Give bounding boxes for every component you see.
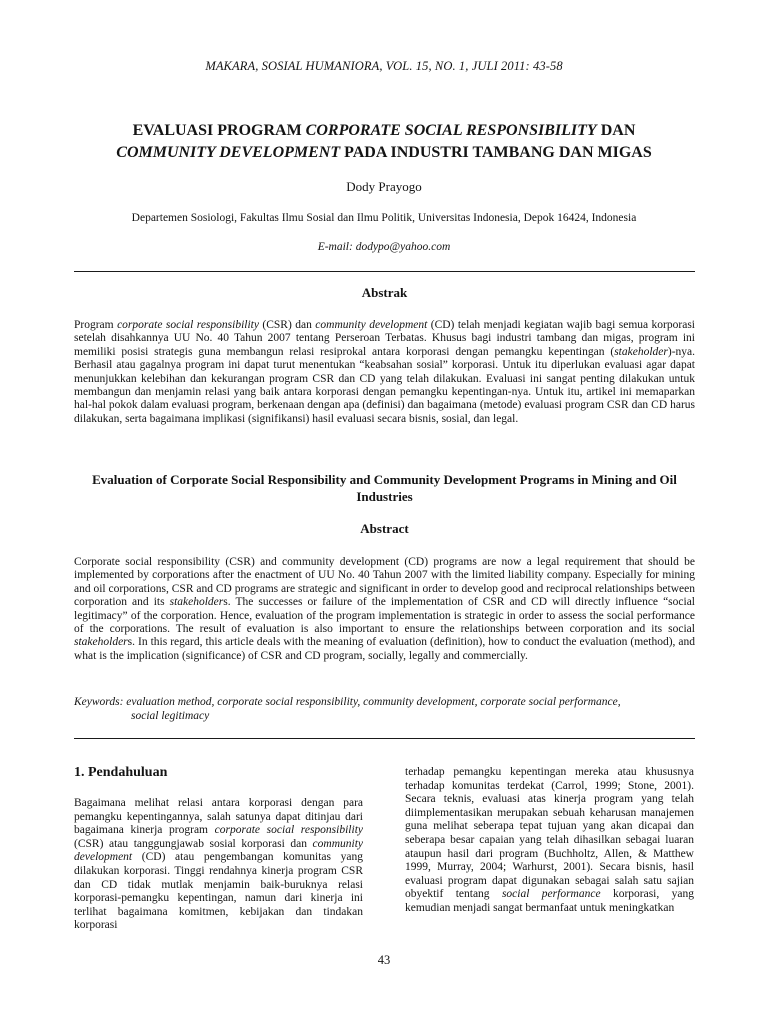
running-head: MAKARA, SOSIAL HUMANIORA, VOL. 15, NO. 1, JULI 2011: 43-58 — [205, 59, 563, 73]
abstrak-text: Program — [74, 319, 118, 331]
author-affiliation: Departemen Sosiologi, Fakultas Ilmu Sosial dan Ilmu Politik, Universitas Indonesia, Depok 16424, Indonesia — [131, 212, 637, 224]
body-text: terhadap pemangku kepentingan mereka atau khususnya terhadap komunitas terdekat (Carrol, 1999; Stone, 2001). Secara teknis, evaluasi atas kinerja program yang telah diimplementasikan merupakan sebuah keharusan manajemen guna melihat seberapa tepat tujuan yang akan dicapai dan seberapa besar capaian yang telah dihasilkan sebagai luaran ataupun hasil dari program (Buchholtz, Allen, & Matthew 1999, Murray, 2004; Warhurst, 2001). Secara bisnis, hasil evaluasi program dapat digunakan sebagai salah satu sajian obyektif tentang — [405, 766, 694, 901]
body-text: (CSR) atau tanggungjawab sosial korporasi dan — [74, 837, 313, 850]
keywords-line-2: social legitimacy — [131, 710, 210, 722]
page-number: 43 — [377, 953, 391, 967]
abstract-text: s. The successes or failure of the implementation of CSR and CD will directly influence “social legitimacy” of the corporation. Hence, evaluation of the program implementation is strategic in order to assess the social performance of the corporations. The result of evaluation is also important to ensure the relationships between corporation and its social — [74, 596, 695, 636]
title-part-2: DAN — [596, 122, 636, 139]
article-title — [60, 120, 708, 164]
body-column-right — [405, 766, 694, 916]
abstrak-body — [74, 319, 695, 426]
abstrak-term: stakeholder — [614, 345, 668, 358]
abstrak-text: )-nya. Berhasil atau gagalnya program ini dapat turut menentukan “keabsahan sosial” korporasi. Untuk itu diperlukan evaluasi agar dapat menunjukkan kelebihan dan kekurangan program CSR dan CD yang telah dilakukan. Evaluasi ini sangat penting dilakukan untuk membangun dan menjamin relasi yang baik antara korporasi dengan pemangku kepentingan-nya. Untuk itu, artikel ini memaparkan hal-hal pokok dalam evaluasi program, berkenaan dengan apa (definisi) dan bagaimana (metode) evaluasi program CSR dan CD harus dilakukan, serta bagaimana implikasi (signifikansi) hasil evaluasi secara bisnis, sosial, dan legal. — [74, 345, 695, 425]
abstract-heading: Abstract — [360, 521, 409, 536]
bottom-divider — [74, 738, 695, 739]
title-part-3: PADA INDUSTRI TAMBANG DAN MIGAS — [340, 144, 652, 161]
abstract-text: s. In this regard, this article deals with the meaning of evaluation (definition), how to conduct the evaluation (method), and what is the implication (significance) of CSR and CD program, socially, legally and commercially. — [74, 636, 695, 662]
body-text: korporasi, yang kemudian menjadi sangat bermanfaat untuk meningkatkan — [405, 888, 694, 914]
body-term: corporate social responsibility — [214, 824, 363, 837]
body-term: community development — [74, 837, 363, 864]
abstract-term: stakeholder — [169, 596, 224, 609]
english-title: Evaluation of Corporate Social Responsibility and Community Development Programs in Mining and Oil Industries — [92, 472, 677, 504]
abstract-text: Corporate social responsibility (CSR) and community development (CD) programs are now a legal requirement that should be implemented by corporations after the enactment of UU No. 40 Tahun 2007 with the limited liability company. Especially for mining and oil corporations, CSR and CD programs are strategic and significant in order to develop good and reciprocal relationships between corporation and its — [74, 556, 695, 609]
title-italic-1: CORPORATE SOCIAL RESPONSIBILITY — [305, 122, 597, 139]
keywords-label: Keywords: — [74, 696, 124, 708]
title-part-1: EVALUASI PROGRAM — [132, 122, 306, 139]
abstract-term: stakeholder — [74, 636, 128, 649]
keywords-line-1: evaluation method, corporate social responsibility, community development, corporate social performance, — [123, 696, 621, 708]
title-italic-2: COMMUNITY DEVELOPMENT — [116, 144, 341, 161]
abstrak-term: corporate social responsibility — [117, 319, 259, 331]
abstrak-term: community development — [315, 319, 428, 331]
top-divider — [74, 271, 695, 272]
body-text: (CD) atau pengembangan komunitas yang dilakukan korporasi. Tinggi rendahnya kinerja program CSR dan CD tidak mutlak menjamin baik-buruknya relasi korporasi-pemangku kepentingan, namun dari kinerja ini terlihat bagaimana komitmen, kebijakan dan tindakan korporasi — [74, 851, 363, 932]
body-term: social performance — [501, 888, 601, 901]
keywords — [74, 695, 695, 723]
abstract-body — [74, 556, 695, 663]
abstrak-text: (CSR) dan — [258, 319, 316, 331]
body-text: Bagaimana melihat relasi antara korporasi dengan para pemangku kepentingannya, salah satunya dapat ditinjau dari bagaimana kinerja program — [74, 797, 363, 837]
author-name: Dody Prayogo — [346, 179, 422, 194]
abstrak-text: (CD) telah menjadi kegiatan wajib bagi semua korporasi setelah disahkannya UU No. 40 Tahun 2007 tentang Perseroan Terbatas. Khusus bagi industri tambang dan migas, program ini memiliki posisi strategis guna membangun relasi resiprokal antara korporasi dengan pemangku kepentingan ( — [74, 319, 695, 358]
abstrak-heading: Abstrak — [361, 285, 408, 300]
body-column-left — [74, 797, 363, 933]
author-email: E-mail: dodypo@yahoo.com — [317, 241, 451, 253]
section-heading: 1. Pendahuluan — [74, 765, 168, 780]
